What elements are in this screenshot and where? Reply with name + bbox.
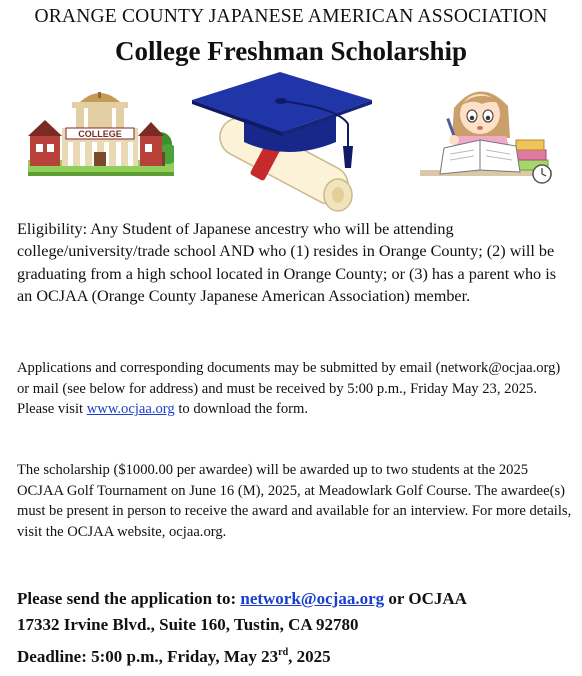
submission-paragraph [17,358,573,420]
deadline-ordinal: rd [278,647,289,658]
eligibility-paragraph: Eligibility: Any Student of Japanese ancestry who will be attending college/university/trade school AND who (1) resides in Orange County; (2) will be graduating from a high school located in Orange County; or (3) has a parent who is an OCJAA (Orange County Japanese American Association) member. [17,220,556,305]
website-link[interactable]: www.ocjaa.org [86,401,175,418]
send-suffix: or OCJAA [384,589,467,608]
page-title: College Freshman Scholarship [114,36,467,66]
graduation-cap-diploma-icon [188,70,372,216]
organization-name: ORANGE COUNTY JAPANESE AMERICAN ASSOCIATION [34,6,548,27]
send-application-block [17,586,573,638]
award-paragraph: The scholarship ($1000.00 per awardee) will be awarded up to two students at the 2025 OCJAA Golf Tournament on June 16 (M), 2025, at Meadowlark Golf Course. The awardee(s) must be present in person to receive the award and available for an interview. For more details, visit the OCJAA website, ocjaa.org. [17,462,572,541]
deadline-prefix: Deadline: 5:00 p.m., Friday, May 23 [17,647,279,666]
submission-text: Applications and corresponding documents may be submitted by email (network@ocjaa.org) or mail (see below for address) and must be received by 5:00 p.m., Friday May 23, 2025. Please visit [17,360,561,418]
email-link[interactable]: network@ocjaa.org [240,589,385,608]
deadline-line [17,647,573,667]
submission-text-end: to download the form. [174,401,309,418]
send-prefix: Please send the application to: [17,589,241,608]
studying-student-icon [420,78,552,184]
college-building-icon [28,92,174,178]
college-sign-text: COLLEGE [78,129,122,139]
deadline-suffix: , 2025 [288,647,331,666]
mailing-address: 17332 Irvine Blvd., Suite 160, Tustin, CA 92780 [17,615,359,634]
